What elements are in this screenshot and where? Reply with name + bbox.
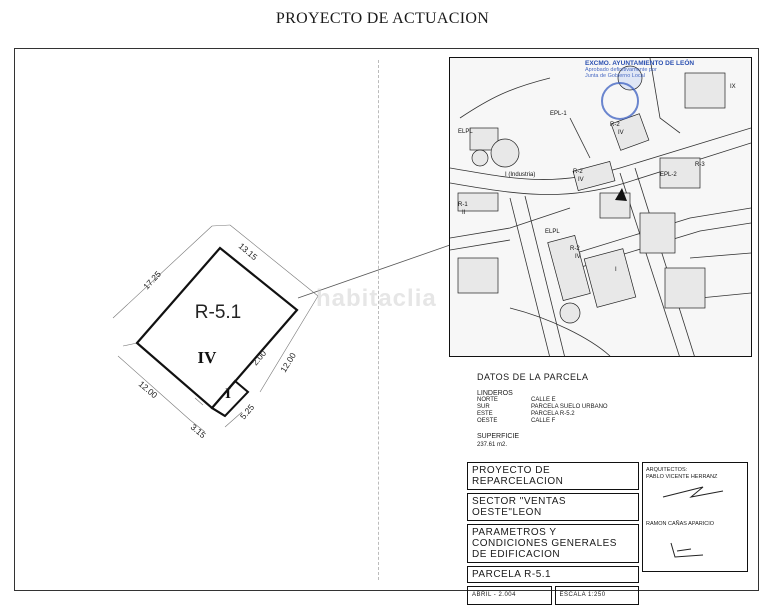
lindero-value: CALLE E — [531, 397, 556, 403]
svg-text:I: I — [615, 267, 617, 273]
lindero-side: ESTE — [477, 411, 493, 417]
dim-sw: 12.00 — [136, 378, 160, 401]
title-block — [467, 462, 747, 598]
svg-text:R-2: R-2 — [573, 169, 583, 175]
architect-2: RAMON CAÑAS APARICIO — [646, 521, 715, 527]
project-title: PROYECTO DE REPARCELACION — [467, 462, 639, 490]
date-cell: ABRIL - 2.004 — [467, 586, 552, 605]
signature-1-icon — [643, 481, 743, 503]
stamp-line3: Junta de Gobierno Local — [585, 73, 645, 79]
location-map — [449, 57, 752, 357]
svg-text:R-2: R-2 — [570, 246, 580, 252]
svg-text:ELPL: ELPL — [545, 229, 560, 235]
lindero-side: OESTE — [477, 418, 498, 424]
stamp-line1: EXCMO. AYUNTAMIENTO DE LEÓN — [585, 60, 695, 67]
svg-text:R-2: R-2 — [610, 122, 620, 128]
dim-ne: 13.15 — [236, 240, 260, 263]
scale-cell: ESCALA 1:250 — [555, 586, 640, 605]
svg-text:EPL-2: EPL-2 — [660, 172, 677, 178]
lindero-row — [477, 404, 747, 411]
svg-text:R-1: R-1 — [458, 202, 468, 208]
parcel-name: R-5.1 — [194, 302, 242, 323]
lindero-value: PARCELA R-5.2 — [531, 411, 575, 417]
svg-text:II: II — [462, 210, 466, 216]
surface-label: SUPERFICIE — [477, 433, 520, 440]
zone-iv-label: IV — [197, 348, 217, 367]
lindero-row — [477, 411, 747, 418]
architect-1: PABLO VICENTE HERRANZ — [646, 474, 718, 480]
parcel-data-heading: DATOS DE LA PARCELA — [477, 372, 589, 382]
stamp-line2: Aprobado definitivamente por — [585, 67, 657, 73]
lindero-row — [477, 397, 747, 404]
page-title: PROYECTO DE ACTUACION — [275, 10, 490, 27]
dimension-lines — [113, 225, 318, 432]
linderos-label: LINDEROS — [477, 390, 513, 397]
signature-2-icon — [643, 537, 743, 567]
params-title: PARAMETROS Y CONDICIONES GENERALES DE EDIFICACION — [467, 524, 639, 563]
lindero-row — [477, 418, 747, 425]
lindero-side: NORTE — [477, 397, 498, 403]
parcel-data — [477, 372, 747, 448]
svg-text:IV: IV — [618, 130, 624, 136]
dim-se: 12.00 — [278, 350, 298, 375]
svg-text:EPL-1: EPL-1 — [550, 111, 567, 117]
sector-title: SECTOR "VENTAS OESTE"LEON — [467, 493, 639, 521]
svg-text:IX: IX — [730, 84, 736, 90]
lindero-value: PARCELA SUELO URBANO — [531, 404, 608, 410]
svg-text:IV: IV — [575, 254, 581, 260]
dim-zone-side: 5.25 — [237, 402, 257, 422]
dim-zone-top: 2.00 — [249, 348, 269, 368]
architects-label: ARQUITECTOS: — [646, 467, 688, 473]
lindero-side: SUR — [477, 404, 490, 410]
dim-bottom: 3.15 — [188, 421, 208, 441]
seal-icon — [601, 82, 639, 120]
architects-box — [642, 462, 748, 572]
parcel-title: PARCELA R-5.1 — [467, 566, 639, 583]
dim-nw: 17.25 — [141, 268, 163, 292]
parcel-outline — [137, 248, 297, 408]
svg-text:R-3: R-3 — [695, 162, 705, 168]
watermark: habitaclia — [316, 285, 437, 312]
surface-value: 237.61 m2. — [477, 442, 508, 448]
zone-i-label: I — [225, 386, 231, 402]
svg-text:ELPL: ELPL — [458, 129, 473, 135]
svg-text:IV: IV — [578, 177, 584, 183]
lindero-value: CALLE F — [531, 418, 556, 424]
approval-stamp — [585, 60, 745, 79]
svg-text:I (Industria): I (Industria) — [505, 172, 536, 178]
